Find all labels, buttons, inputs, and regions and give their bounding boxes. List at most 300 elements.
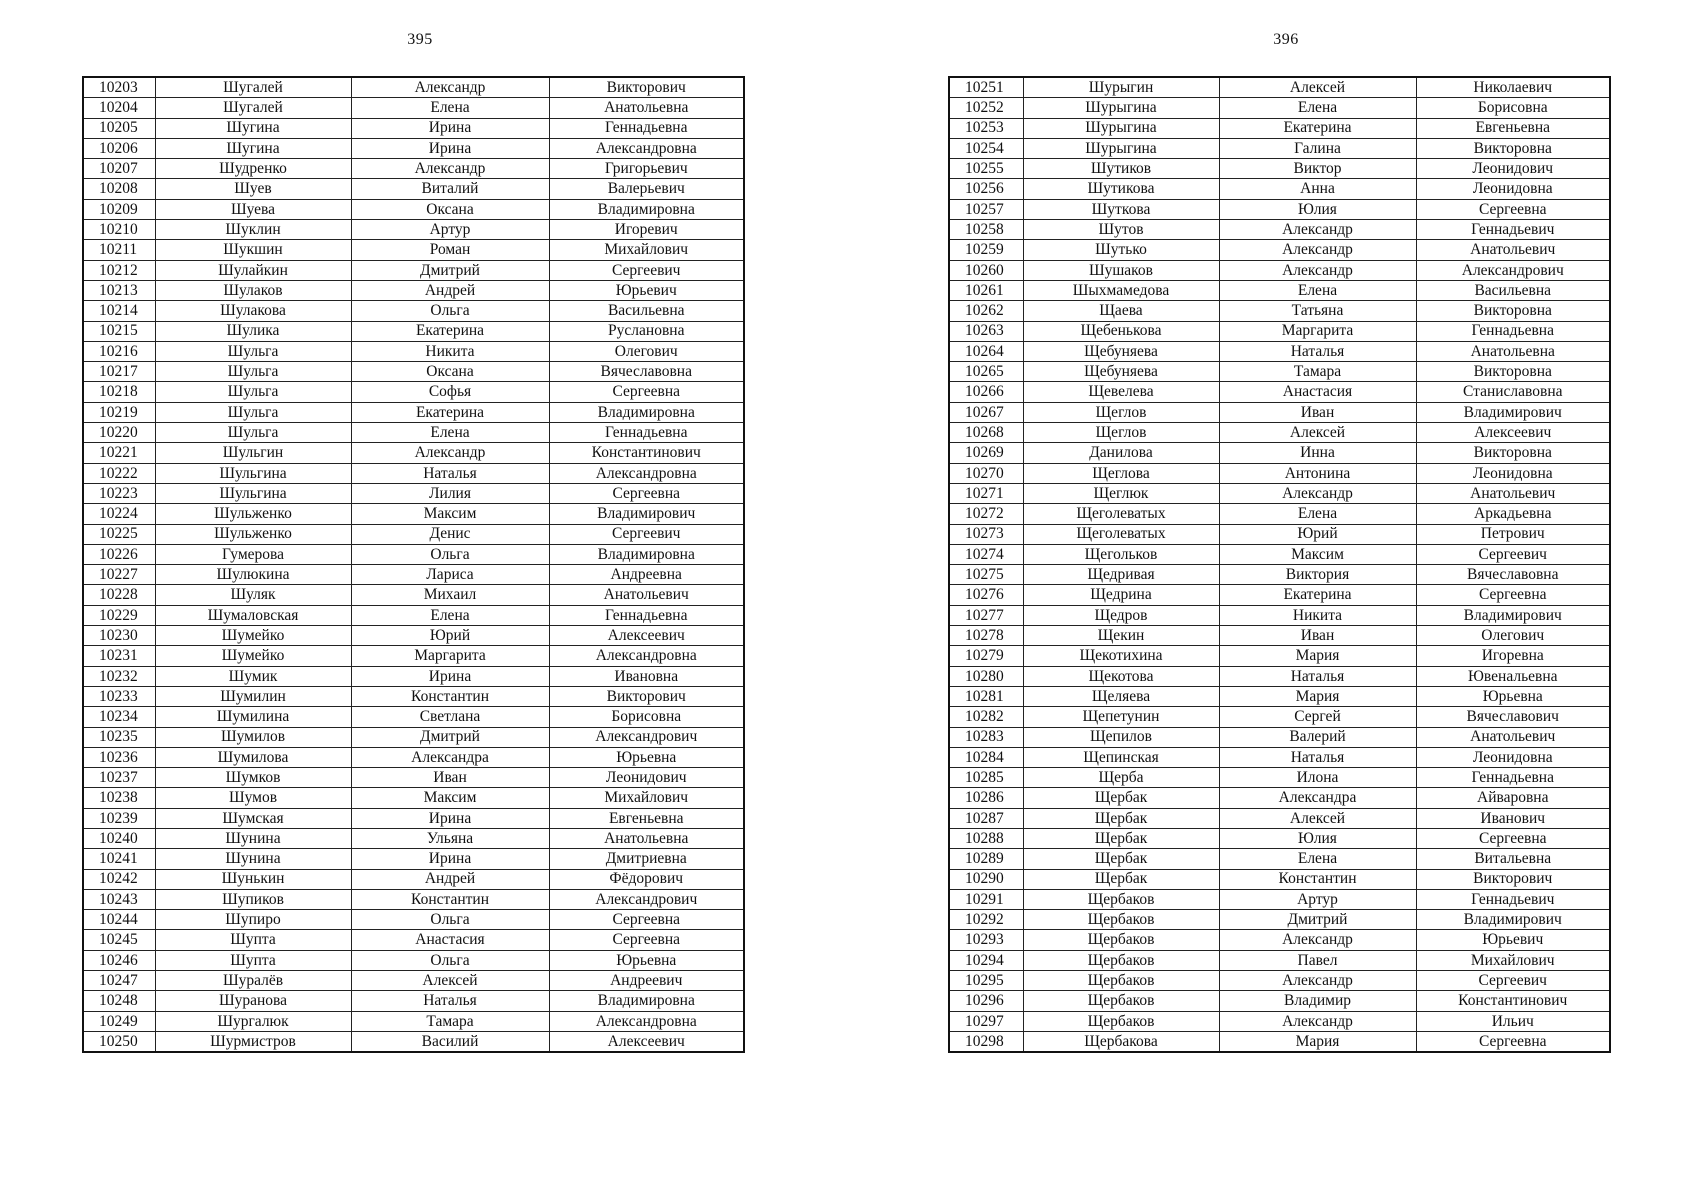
table-row	[83, 220, 744, 240]
first-name-cell: Ольга	[351, 301, 549, 321]
patronymic-cell: Олегович	[549, 341, 744, 361]
first-name-cell: Алексей	[1219, 423, 1416, 443]
surname-cell: Шупиро	[155, 910, 351, 930]
patronymic-cell: Евгеньевна	[549, 808, 744, 828]
surname-cell: Щербаков	[1023, 991, 1219, 1011]
patronymic-cell: Викторовна	[1416, 301, 1610, 321]
patronymic-cell: Руслановна	[549, 321, 744, 341]
surname-cell: Шульженко	[155, 504, 351, 524]
table-row	[949, 646, 1610, 666]
surname-cell: Шупиков	[155, 889, 351, 909]
first-name-cell: Маргарита	[351, 646, 549, 666]
surname-cell: Щербаков	[1023, 1011, 1219, 1031]
surname-cell: Щедривая	[1023, 565, 1219, 585]
surname-cell: Шулаков	[155, 280, 351, 300]
patronymic-cell: Владимировна	[549, 991, 744, 1011]
first-name-cell: Александра	[1219, 788, 1416, 808]
patronymic-cell: Игоревич	[549, 220, 744, 240]
patronymic-cell: Евгеньевна	[1416, 118, 1610, 138]
surname-cell: Шулакова	[155, 301, 351, 321]
surname-cell: Шулюкина	[155, 565, 351, 585]
patronymic-cell: Михайлович	[549, 788, 744, 808]
surname-cell: Шульгина	[155, 483, 351, 503]
record-number-cell: 10270	[949, 463, 1023, 483]
record-number-cell: 10263	[949, 321, 1023, 341]
table-row	[83, 382, 744, 402]
record-number-cell: 10281	[949, 686, 1023, 706]
register-rows-right	[949, 77, 1610, 1052]
record-number-cell: 10238	[83, 788, 155, 808]
record-number-cell: 10283	[949, 727, 1023, 747]
record-number-cell: 10209	[83, 199, 155, 219]
table-row	[949, 483, 1610, 503]
table-row	[83, 626, 744, 646]
record-number-cell: 10241	[83, 849, 155, 869]
patronymic-cell: Витальевна	[1416, 849, 1610, 869]
surname-cell: Щедрина	[1023, 585, 1219, 605]
first-name-cell: Наталья	[1219, 747, 1416, 767]
surname-cell: Шугалей	[155, 98, 351, 118]
patronymic-cell: Сергеевна	[549, 910, 744, 930]
table-row	[83, 544, 744, 564]
surname-cell: Шутов	[1023, 220, 1219, 240]
record-number-cell: 10280	[949, 666, 1023, 686]
first-name-cell: Екатерина	[1219, 585, 1416, 605]
first-name-cell: Ольга	[351, 544, 549, 564]
page-number-right: 396	[1273, 31, 1299, 48]
table-row	[949, 869, 1610, 889]
table-row	[949, 747, 1610, 767]
first-name-cell: Наталья	[351, 991, 549, 1011]
first-name-cell: Александра	[351, 747, 549, 767]
surname-cell: Щаева	[1023, 301, 1219, 321]
record-number-cell: 10206	[83, 138, 155, 158]
record-number-cell: 10232	[83, 666, 155, 686]
record-number-cell: 10285	[949, 768, 1023, 788]
surname-cell: Шульга	[155, 402, 351, 422]
table-row	[949, 98, 1610, 118]
patronymic-cell: Геннадьевна	[1416, 321, 1610, 341]
surname-cell: Щеляева	[1023, 686, 1219, 706]
table-row	[83, 788, 744, 808]
first-name-cell: Виталий	[351, 179, 549, 199]
first-name-cell: Елена	[1219, 504, 1416, 524]
table-row	[949, 950, 1610, 970]
first-name-cell: Александр	[1219, 220, 1416, 240]
patronymic-cell: Геннадьевна	[549, 605, 744, 625]
surname-cell: Щекотихина	[1023, 646, 1219, 666]
patronymic-cell: Викторович	[549, 686, 744, 706]
first-name-cell: Елена	[351, 98, 549, 118]
patronymic-cell: Вячеславович	[1416, 707, 1610, 727]
surname-cell: Шунина	[155, 849, 351, 869]
first-name-cell: Александр	[1219, 930, 1416, 950]
patronymic-cell: Леонидович	[549, 768, 744, 788]
patronymic-cell: Григорьевич	[549, 159, 744, 179]
patronymic-cell: Викторович	[549, 77, 744, 98]
first-name-cell: Оксана	[351, 199, 549, 219]
surname-cell: Щегольков	[1023, 544, 1219, 564]
patronymic-cell: Геннадьевич	[1416, 220, 1610, 240]
patronymic-cell: Владимировна	[549, 544, 744, 564]
table-row	[949, 707, 1610, 727]
table-row	[83, 179, 744, 199]
patronymic-cell: Ильич	[1416, 1011, 1610, 1031]
patronymic-cell: Владимирович	[1416, 910, 1610, 930]
patronymic-cell: Александрович	[549, 889, 744, 909]
record-number-cell: 10229	[83, 605, 155, 625]
patronymic-cell: Юрьевна	[549, 950, 744, 970]
surname-cell: Шугалей	[155, 77, 351, 98]
patronymic-cell: Сергеевна	[1416, 1031, 1610, 1052]
table-row	[949, 849, 1610, 869]
table-row	[83, 321, 744, 341]
patronymic-cell: Александрович	[1416, 260, 1610, 280]
table-row	[83, 565, 744, 585]
table-row	[949, 423, 1610, 443]
record-number-cell: 10291	[949, 889, 1023, 909]
table-row	[83, 808, 744, 828]
patronymic-cell: Вячеславовна	[1416, 565, 1610, 585]
record-number-cell: 10245	[83, 930, 155, 950]
table-row	[949, 788, 1610, 808]
table-row	[83, 950, 744, 970]
patronymic-cell: Леонидовна	[1416, 747, 1610, 767]
first-name-cell: Юрий	[1219, 524, 1416, 544]
first-name-cell: Дмитрий	[1219, 910, 1416, 930]
table-row	[949, 889, 1610, 909]
first-name-cell: Ирина	[351, 849, 549, 869]
record-number-cell: 10269	[949, 443, 1023, 463]
first-name-cell: Анастасия	[351, 930, 549, 950]
first-name-cell: Мария	[1219, 646, 1416, 666]
surname-cell: Шумаловская	[155, 605, 351, 625]
patronymic-cell: Геннадьевна	[549, 423, 744, 443]
table-row	[83, 199, 744, 219]
record-number-cell: 10220	[83, 423, 155, 443]
first-name-cell: Александр	[351, 443, 549, 463]
first-name-cell: Павел	[1219, 950, 1416, 970]
first-name-cell: Иван	[351, 768, 549, 788]
patronymic-cell: Анатольевна	[549, 98, 744, 118]
record-number-cell: 10275	[949, 565, 1023, 585]
record-number-cell: 10249	[83, 1011, 155, 1031]
record-number-cell: 10207	[83, 159, 155, 179]
table-row	[949, 220, 1610, 240]
record-number-cell: 10222	[83, 463, 155, 483]
first-name-cell: Александр	[1219, 260, 1416, 280]
table-row	[949, 341, 1610, 361]
patronymic-cell: Андреевна	[549, 565, 744, 585]
record-number-cell: 10295	[949, 971, 1023, 991]
first-name-cell: Светлана	[351, 707, 549, 727]
surname-cell: Шуляк	[155, 585, 351, 605]
surname-cell: Шульга	[155, 341, 351, 361]
patronymic-cell: Андреевич	[549, 971, 744, 991]
patronymic-cell: Сергеевич	[549, 260, 744, 280]
table-row	[83, 463, 744, 483]
surname-cell: Щеголеватых	[1023, 504, 1219, 524]
surname-cell: Шупта	[155, 930, 351, 950]
table-row	[949, 585, 1610, 605]
first-name-cell: Иван	[1219, 626, 1416, 646]
first-name-cell: Тамара	[1219, 362, 1416, 382]
patronymic-cell: Михайлович	[1416, 950, 1610, 970]
table-row	[949, 362, 1610, 382]
record-number-cell: 10265	[949, 362, 1023, 382]
record-number-cell: 10227	[83, 565, 155, 585]
record-number-cell: 10268	[949, 423, 1023, 443]
patronymic-cell: Викторовна	[1416, 443, 1610, 463]
surname-cell: Шыхмамедова	[1023, 280, 1219, 300]
surname-cell: Шутиков	[1023, 159, 1219, 179]
patronymic-cell: Александровна	[549, 463, 744, 483]
first-name-cell: Ольга	[351, 910, 549, 930]
first-name-cell: Елена	[1219, 849, 1416, 869]
surname-cell: Шугина	[155, 138, 351, 158]
table-row	[949, 666, 1610, 686]
first-name-cell: Андрей	[351, 280, 549, 300]
table-row	[949, 179, 1610, 199]
first-name-cell: Александр	[1219, 971, 1416, 991]
first-name-cell: Артур	[351, 220, 549, 240]
surname-cell: Шуклин	[155, 220, 351, 240]
record-number-cell: 10253	[949, 118, 1023, 138]
patronymic-cell: Борисовна	[549, 707, 744, 727]
record-number-cell: 10251	[949, 77, 1023, 98]
first-name-cell: Анна	[1219, 179, 1416, 199]
record-number-cell: 10293	[949, 930, 1023, 950]
table-row	[949, 524, 1610, 544]
surname-cell: Щербаков	[1023, 971, 1219, 991]
first-name-cell: Елена	[351, 423, 549, 443]
patronymic-cell: Алексеевич	[549, 1031, 744, 1052]
table-row	[949, 727, 1610, 747]
surname-cell: Щербаков	[1023, 950, 1219, 970]
first-name-cell: Наталья	[351, 463, 549, 483]
table-row	[949, 240, 1610, 260]
record-number-cell: 10239	[83, 808, 155, 828]
patronymic-cell: Игоревна	[1416, 646, 1610, 666]
record-number-cell: 10262	[949, 301, 1023, 321]
patronymic-cell: Валерьевич	[549, 179, 744, 199]
surname-cell: Шулика	[155, 321, 351, 341]
first-name-cell: Алексей	[351, 971, 549, 991]
surname-cell: Щербаков	[1023, 889, 1219, 909]
patronymic-cell: Владимировна	[549, 199, 744, 219]
surname-cell: Щеглюк	[1023, 483, 1219, 503]
patronymic-cell: Ювенальевна	[1416, 666, 1610, 686]
first-name-cell: Наталья	[1219, 341, 1416, 361]
table-row	[949, 321, 1610, 341]
patronymic-cell: Юрьевна	[1416, 686, 1610, 706]
record-number-cell: 10231	[83, 646, 155, 666]
surname-cell: Щеглов	[1023, 402, 1219, 422]
surname-cell: Щекин	[1023, 626, 1219, 646]
first-name-cell: Валерий	[1219, 727, 1416, 747]
record-number-cell: 10267	[949, 402, 1023, 422]
first-name-cell: Юлия	[1219, 199, 1416, 219]
table-row	[949, 605, 1610, 625]
first-name-cell: Василий	[351, 1031, 549, 1052]
first-name-cell: Елена	[1219, 98, 1416, 118]
record-number-cell: 10298	[949, 1031, 1023, 1052]
patronymic-cell: Александровна	[549, 138, 744, 158]
record-number-cell: 10278	[949, 626, 1023, 646]
record-number-cell: 10221	[83, 443, 155, 463]
first-name-cell: Александр	[1219, 240, 1416, 260]
patronymic-cell: Сергеевич	[1416, 544, 1610, 564]
patronymic-cell: Сергеевна	[1416, 585, 1610, 605]
patronymic-cell: Вячеславовна	[549, 362, 744, 382]
table-row	[83, 666, 744, 686]
table-row	[83, 686, 744, 706]
surname-cell: Щекотова	[1023, 666, 1219, 686]
record-number-cell: 10290	[949, 869, 1023, 889]
table-row	[949, 930, 1610, 950]
surname-cell: Шумейко	[155, 646, 351, 666]
table-row	[949, 828, 1610, 848]
surname-cell: Щедров	[1023, 605, 1219, 625]
patronymic-cell: Анатольевич	[549, 585, 744, 605]
record-number-cell: 10276	[949, 585, 1023, 605]
surname-cell: Щербак	[1023, 849, 1219, 869]
surname-cell: Шульженко	[155, 524, 351, 544]
table-row	[83, 1031, 744, 1052]
patronymic-cell: Викторовна	[1416, 362, 1610, 382]
patronymic-cell: Юрьевич	[549, 280, 744, 300]
record-number-cell: 10261	[949, 280, 1023, 300]
first-name-cell: Алексей	[1219, 77, 1416, 98]
first-name-cell: Ирина	[351, 118, 549, 138]
surname-cell: Шуткова	[1023, 199, 1219, 219]
patronymic-cell: Геннадьевич	[1416, 889, 1610, 909]
surname-cell: Шумов	[155, 788, 351, 808]
patronymic-cell: Васильевна	[1416, 280, 1610, 300]
patronymic-cell: Геннадьевна	[1416, 768, 1610, 788]
surname-cell: Шурыгина	[1023, 98, 1219, 118]
first-name-cell: Роман	[351, 240, 549, 260]
first-name-cell: Елена	[1219, 280, 1416, 300]
surname-cell: Щепилов	[1023, 727, 1219, 747]
patronymic-cell: Олегович	[1416, 626, 1610, 646]
table-row	[949, 382, 1610, 402]
first-name-cell: Дмитрий	[351, 727, 549, 747]
table-row	[83, 159, 744, 179]
surname-cell: Шургалюк	[155, 1011, 351, 1031]
surname-cell: Шукшин	[155, 240, 351, 260]
record-number-cell: 10219	[83, 402, 155, 422]
first-name-cell: Виктория	[1219, 565, 1416, 585]
record-number-cell: 10266	[949, 382, 1023, 402]
table-row	[83, 707, 744, 727]
first-name-cell: Оксана	[351, 362, 549, 382]
table-row	[83, 930, 744, 950]
table-row	[83, 240, 744, 260]
record-number-cell: 10208	[83, 179, 155, 199]
register-rows-left	[83, 77, 744, 1052]
patronymic-cell: Васильевна	[549, 301, 744, 321]
first-name-cell: Ирина	[351, 138, 549, 158]
surname-cell: Гумерова	[155, 544, 351, 564]
patronymic-cell: Сергеевна	[1416, 199, 1610, 219]
patronymic-cell: Юрьевна	[549, 747, 744, 767]
record-number-cell: 10257	[949, 199, 1023, 219]
first-name-cell: Юрий	[351, 626, 549, 646]
first-name-cell: Константин	[351, 889, 549, 909]
record-number-cell: 10277	[949, 605, 1023, 625]
surname-cell: Щепинская	[1023, 747, 1219, 767]
record-number-cell: 10260	[949, 260, 1023, 280]
table-row	[949, 565, 1610, 585]
record-number-cell: 10233	[83, 686, 155, 706]
record-number-cell: 10236	[83, 747, 155, 767]
patronymic-cell: Фёдорович	[549, 869, 744, 889]
patronymic-cell: Анатольевич	[1416, 727, 1610, 747]
first-name-cell: Денис	[351, 524, 549, 544]
table-row	[949, 199, 1610, 219]
patronymic-cell: Викторович	[1416, 869, 1610, 889]
record-number-cell: 10214	[83, 301, 155, 321]
surname-cell: Шудренко	[155, 159, 351, 179]
surname-cell: Шульга	[155, 362, 351, 382]
page-number-left: 395	[407, 31, 433, 48]
record-number-cell: 10254	[949, 138, 1023, 158]
table-row	[83, 585, 744, 605]
patronymic-cell: Викторовна	[1416, 138, 1610, 158]
surname-cell: Шунина	[155, 828, 351, 848]
surname-cell: Шуранова	[155, 991, 351, 1011]
record-number-cell: 10297	[949, 1011, 1023, 1031]
surname-cell: Шуралёв	[155, 971, 351, 991]
table-row	[949, 910, 1610, 930]
record-number-cell: 10246	[83, 950, 155, 970]
first-name-cell: Максим	[351, 504, 549, 524]
table-row	[949, 280, 1610, 300]
patronymic-cell: Леонидович	[1416, 159, 1610, 179]
patronymic-cell: Константинович	[549, 443, 744, 463]
surname-cell: Шумилина	[155, 707, 351, 727]
first-name-cell: Владимир	[1219, 991, 1416, 1011]
surname-cell: Шумков	[155, 768, 351, 788]
first-name-cell: Галина	[1219, 138, 1416, 158]
table-row	[83, 138, 744, 158]
record-number-cell: 10279	[949, 646, 1023, 666]
surname-cell: Щеглов	[1023, 423, 1219, 443]
record-number-cell: 10211	[83, 240, 155, 260]
record-number-cell: 10244	[83, 910, 155, 930]
first-name-cell: Виктор	[1219, 159, 1416, 179]
first-name-cell: Инна	[1219, 443, 1416, 463]
first-name-cell: Ольга	[351, 950, 549, 970]
record-number-cell: 10282	[949, 707, 1023, 727]
first-name-cell: Екатерина	[1219, 118, 1416, 138]
surname-cell: Щербаков	[1023, 930, 1219, 950]
record-number-cell: 10258	[949, 220, 1023, 240]
record-number-cell: 10247	[83, 971, 155, 991]
record-number-cell: 10289	[949, 849, 1023, 869]
record-number-cell: 10242	[83, 869, 155, 889]
patronymic-cell: Алексеевич	[1416, 423, 1610, 443]
table-row	[83, 77, 744, 98]
record-number-cell: 10271	[949, 483, 1023, 503]
first-name-cell: Мария	[1219, 686, 1416, 706]
surname-cell: Щерба	[1023, 768, 1219, 788]
record-number-cell: 10256	[949, 179, 1023, 199]
patronymic-cell: Анатольевич	[1416, 483, 1610, 503]
patronymic-cell: Сергеевич	[549, 524, 744, 544]
record-number-cell: 10286	[949, 788, 1023, 808]
